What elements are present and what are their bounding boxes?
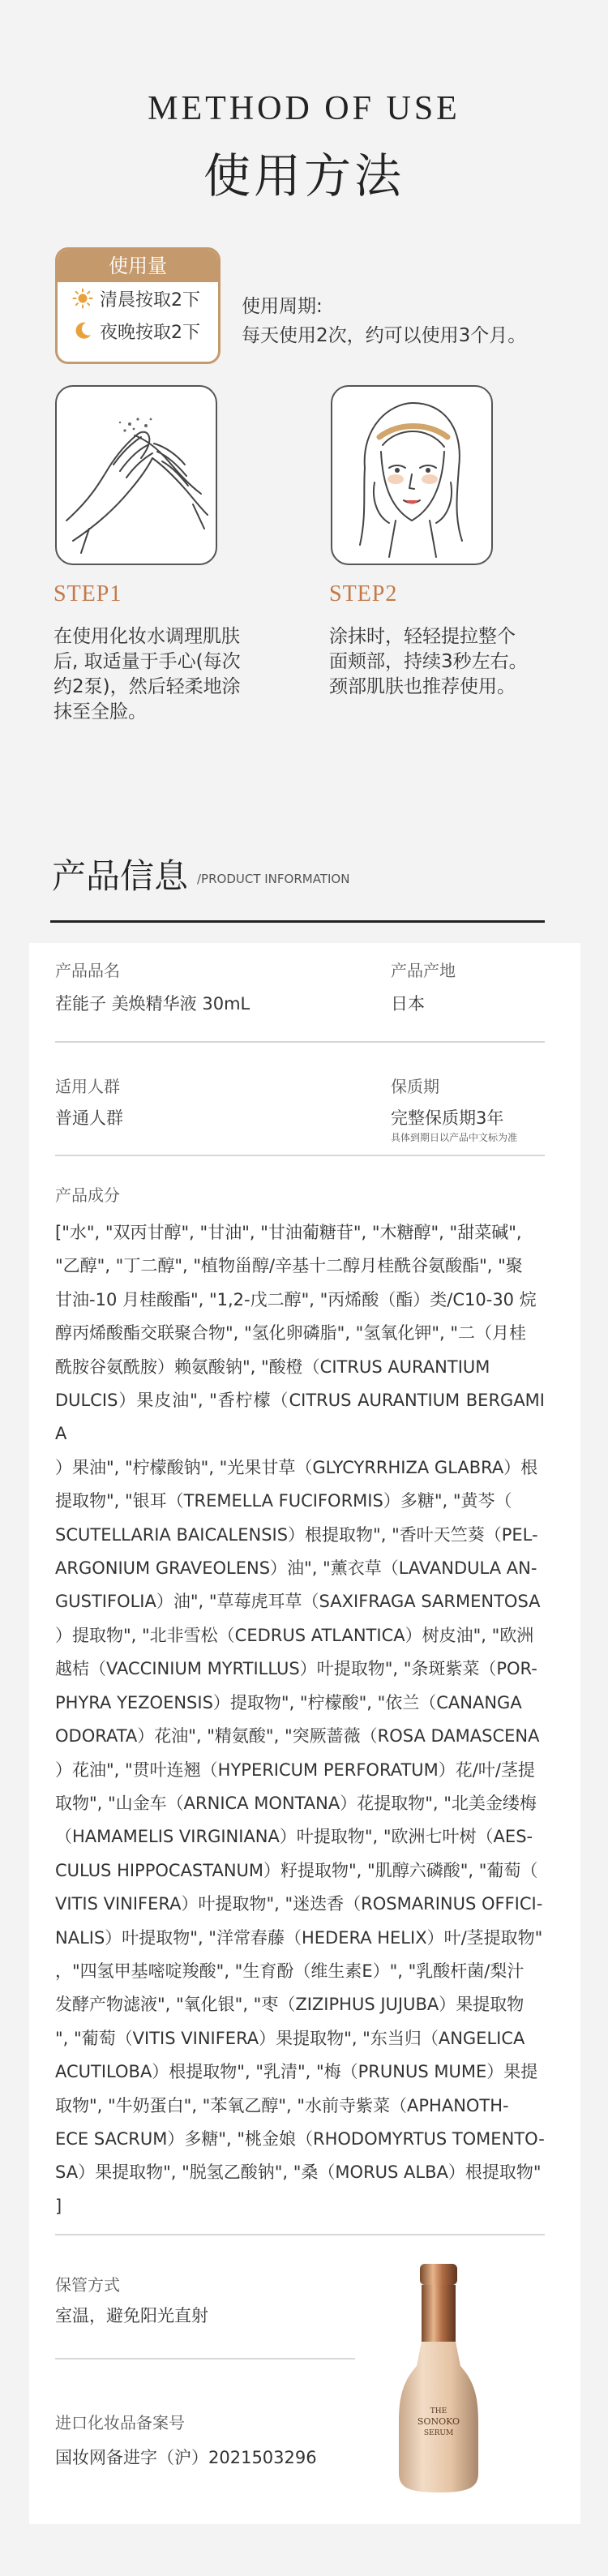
shelf-life-note: 具体到期日以产品中文标为准 (391, 1132, 518, 1143)
face-illustration (332, 387, 491, 564)
dosage-morning (58, 282, 218, 315)
product-info-divider (50, 920, 545, 923)
step2-label: STEP2 (329, 581, 398, 606)
step2-illustration (331, 385, 493, 565)
step2-text: 涂抹时，轻轻提拉整个 面颊部，持续3秒左右。 颈部肌肤也推荐使用。 (329, 626, 528, 697)
dosage-morning-text: 清晨按取2下 (100, 289, 200, 311)
usage-cycle-text: 每天使用2次，约可以使用3个月。 (242, 325, 527, 346)
step1-text: 在使用化妆水调理肌肤 后, 取适量于手心(每次 约2泵)，然后轻柔地涂 抹至全脸。 (54, 626, 241, 722)
hands-illustration (57, 387, 216, 564)
bottle-text-1: THE (430, 2407, 447, 2415)
divider (55, 2358, 355, 2360)
record-label: 进口化妆品备案号 (55, 2413, 185, 2432)
record-value: 国妆网备进字（沪）2021503296 (55, 2448, 317, 2467)
moon-icon (72, 320, 93, 341)
divider (55, 1041, 545, 1043)
product-name-value: 茬能子 美焕精华液 30mL (55, 994, 250, 1014)
ingredients-list: ["水", "双丙甘醇", "甘油", "甘油葡糖苷", "木糖醇", "甜菜碱", "乙醇", "丁二醇", "植物甾醇/辛基十二醇月桂酰谷氨酸酯", "聚 甘油-10 月桂酸酯", "1,2-戊二醇", "丙烯酸（酯）类/C10-30 烷 醇丙烯酸酯交联聚合物", "氢化卵磷脂", "氢氧化钾", "二（月桂 酰胺谷氨酰胺）赖氨酸钠", "酸橙（CITRUS AURANTIUM DULCIS）果皮油", "香柠檬（CITRUS AURANTIUM BERGAMIA ）果油", "柠檬酸钠", "光果甘草（GLYCYRRHIZA GLABRA）根 提取物", "银耳（TREMELLA FUCIFORMIS）多糖", "黄芩（ SCUTELLARIA BAICALENSIS）根提取物", "香叶天竺葵（PEL- ARGONIUM GRAVEOLENS）油", "薰衣草（LAVANDULA AN- GUSTIFOLIA）油", "草莓虎耳草（SAXIFRAGA SARMENTOSA ）提取物", "北非雪松（CEDRUS ATLANTICA）树皮油", "欧洲 越桔（VACCINIUM MYRTILLUS）叶提取物", "条斑紫菜（POR- PHYRA YEZOENSIS）提取物", "柠檬酸", "依兰（CANANGA ODORATA）花油", "精氨酸", "突厥蔷薇（ROSA DAMASCENA ）花油", "贯叶连翘（HYPERICUM PERFORATUM）花/叶/茎提 取物", "山金车（ARNICA MONTANA）花提取物", "北美金缕梅 （HAMAMELIS VIRGINIANA）叶提取物", "欧洲七叶树（AES- CULUS HIPPOCASTANUM）籽提取物", "肌醇六磷酸", "葡萄（ VITIS VINIFERA）叶提取物", "迷迭香（ROSMARINUS OFFICI- NALIS）叶提取物", "洋常春藤（HEDERA HELIX）叶/茎提取物" ，"四氢甲基嘧啶羧酸", "生育酚（维生素E）", "乳酸杆菌/梨汁 发酵产物滤液", "氧化银", "枣（ZIZIPHUS JUJUBA）果提取物 ", "葡萄（VITIS VINIFERA）果提取物", "东当归（ANGELICA ACUTILOBA）根提取物", "乳清", "梅（PRUNUS MUME）果提 取物", "牛奶蛋白", "苯氧乙醇", "水前寺紫菜（APHANOTH- ECE SACRUM）多糖", "桃金娘（RHODOMYRTUS TOMENTO- SA）果提取物", "脱氢乙酸钠", "桑（MORUS ALBA）根提取物" ] (55, 1223, 545, 2216)
ingredients-label: 产品成分 (55, 1185, 120, 1205)
product-info-subtitle: /PRODUCT INFORMATION (197, 872, 350, 886)
divider (55, 2234, 545, 2235)
dosage-box (55, 247, 221, 364)
product-info-title: 产品信息 (52, 856, 189, 896)
sun-icon (72, 288, 93, 309)
usage-cycle-label: 使用周期: (242, 296, 323, 317)
usage-cycle (242, 292, 526, 350)
shelf-life-value: 完整保质期3年 (391, 1108, 504, 1128)
storage-value: 室温，避免阳光直射 (55, 2306, 208, 2325)
product-origin-value: 日本 (391, 994, 425, 1014)
product-origin-label: 产品产地 (391, 961, 456, 980)
dosage-night-text: 夜晚按取2下 (100, 322, 200, 343)
divider (55, 1155, 545, 1156)
dosage-night (58, 315, 218, 347)
method-title-cn: 使用方法 (203, 148, 405, 204)
dosage-header: 使用量 (58, 250, 218, 282)
storage-label: 保管方式 (55, 2275, 120, 2295)
audience-label: 适用人群 (55, 1077, 120, 1096)
method-title-en: METHOD OF USE (148, 90, 460, 127)
product-bottle-image (391, 2261, 488, 2496)
step1-label: STEP1 (54, 581, 122, 606)
shelf-life-label: 保质期 (391, 1077, 439, 1096)
bottle-text-2: SONOKO (417, 2416, 460, 2427)
step1-illustration (55, 385, 217, 565)
product-name-label: 产品品名 (55, 961, 120, 980)
bottle-text-3: SERUM (423, 2429, 454, 2437)
audience-value: 普通人群 (55, 1108, 123, 1128)
